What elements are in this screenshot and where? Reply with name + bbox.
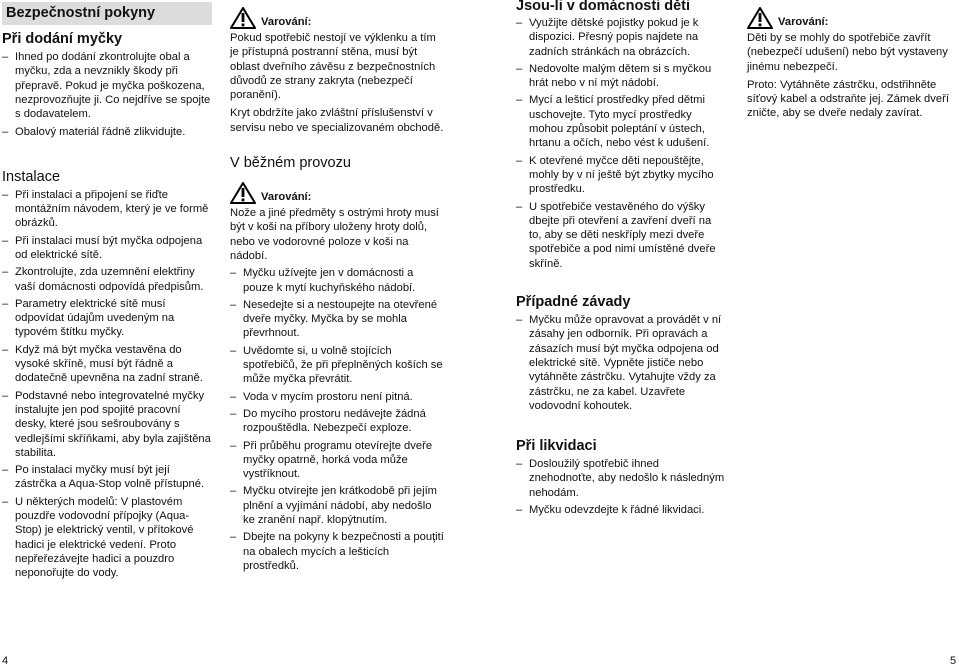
list-item: – Voda v mycím prostoru není pitná. bbox=[230, 390, 445, 404]
list-item: – Myčku otvírejte jen krátkodobě při jejím plnění a vyjímání nádobí, aby nedošlo ke zranění např. klopýtnutím. bbox=[230, 484, 445, 527]
list-item: – Při průběhu programu otevírejte dveře myčky opatrně, horká voda může vystříknout. bbox=[230, 439, 445, 482]
disposal-heading: Při likvidaci bbox=[516, 438, 597, 455]
defects-list bbox=[516, 313, 726, 413]
page-number-left: 4 bbox=[2, 655, 9, 667]
warning-triangle-icon bbox=[230, 7, 256, 29]
warning-triangle-icon bbox=[747, 7, 773, 29]
operation-list bbox=[230, 266, 445, 573]
warning-block-3 bbox=[747, 7, 957, 29]
list-item: – Parametry elektrické sítě musí odpovídat údajům uvedeným na typovém štítku myčky. bbox=[2, 297, 212, 340]
warning-triangle-icon bbox=[230, 182, 256, 204]
list-item: – Ihned po dodání zkontrolujte obal a myčku, zda a nevznikly škody při přepravě. Pokud je myčka poškozena, nezprovozňujte ji. Co nejdříve se spojte s dodavatelem. bbox=[2, 50, 212, 121]
list-item: – U spotřebiče vestavěného do výšky dbejte při otevření a zavření dveří na to, aby se děti neskříply mezi dveře spotřebiče a pod nimi umístěné dveře skříně. bbox=[516, 200, 726, 271]
list-item: – Myčku odevzdejte k řádné likvidaci. bbox=[516, 503, 726, 517]
list-item: – Když má být myčka vestavěna do vysoké skříně, musí být řádně a dodatečně upevněna na zadní straně. bbox=[2, 343, 212, 386]
install-heading: Instalace bbox=[2, 168, 61, 185]
list-item: – Při instalaci musí být myčka odpojena od elektrické sítě. bbox=[2, 234, 212, 263]
operation-heading: V běžném provozu bbox=[230, 155, 351, 172]
warning-text: Nože a jiné předměty s ostrými hroty musí být v koši na příbory uloženy hroty dolů, nebo ve vodorovné poloze v koši na nádobí. bbox=[230, 207, 439, 262]
list-item: – Po instalaci myčky musí být její zástrčka a Aqua-Stop volně přístupné. bbox=[2, 463, 212, 492]
list-item: – K otevřené myčce děti nepouštějte, mohly by v ní ještě být zbytky mycího prostředku. bbox=[516, 154, 726, 197]
list-item: – Využijte dětské pojistky pokud je k dispozici. Přesný popis najdete na zadních stránkách na obrázcích. bbox=[516, 16, 726, 59]
warning-block-2 bbox=[230, 182, 445, 204]
kids-list bbox=[516, 16, 726, 271]
warning-label: Varování: bbox=[261, 15, 312, 28]
defects-heading: Případné závady bbox=[516, 294, 631, 311]
list-item: – Myčku může opravovat a provádět v ní zásahy jen odborník. Při opravách a zásazích musí být myčka odpojena od elektrické sítě. Vypněte jističe nebo vytáhněte zástrčku. Vytahujte vždy za zástrčku, ne za kabel. Uzavřete vodovodní kohoutek. bbox=[516, 313, 726, 413]
list-item: – Při instalaci a připojení se řiďte montážním návodem, který je ve formě obrázků. bbox=[2, 188, 212, 231]
warning-label: Varování: bbox=[261, 190, 312, 203]
warning-text: Kryt obdržíte jako zvláštní příslušenství v servisu nebo ve specializovaném obchodě. bbox=[230, 107, 444, 134]
list-item: – Myčku užívejte jen v domácnosti a pouze k mytí kuchyňského nádobí. bbox=[230, 266, 445, 295]
warning-label: Varování: bbox=[778, 15, 829, 28]
list-item: – Uvědomte si, u volně stojících spotřebičů, že při přeplněných koších se může myčka převrátit. bbox=[230, 344, 445, 387]
install-list bbox=[2, 188, 212, 581]
delivery-list bbox=[2, 50, 212, 140]
page-number-right: 5 bbox=[950, 655, 957, 667]
warning-block-1 bbox=[230, 7, 445, 29]
section-title-bar: Bezpečnostní pokyny bbox=[2, 2, 212, 25]
list-item: – Nesedejte si a nestoupejte na otevřené dveře myčky. Myčka by se mohla převrhnout. bbox=[230, 298, 445, 341]
warning-text: Děti by se mohly do spotřebiče zavřít (nebezpečí udušení) nebo být vystaveny jinému nebezpečí. bbox=[747, 32, 948, 73]
list-item: – Podstavné nebo integrovatelné myčky instalujte jen pod spojité pracovní desky, které jsou sešroubovány s vedlejšími skříňkami, aby byla zajištěna stabilita. bbox=[2, 389, 212, 460]
list-item: – U některých modelů: V plastovém pouzdře vodovodní přípojky (Aqua-Stop) je elektrický ventil, v přítokové hadici je elektrické vedení. Proto nepřeřezávejte hadici a pouzdro neponořujte do vody. bbox=[2, 495, 212, 581]
column-4 bbox=[747, 0, 957, 121]
column-1 bbox=[2, 0, 212, 581]
list-item: – Mycí a lešticí prostředky před dětmi uschovejte. Tyto mycí prostředky mohou způsobit poleptání v ústech, hrtanu a očích, nebo vést k udušení. bbox=[516, 93, 726, 150]
list-item: – Dbejte na pokyny k bezpečnosti a pouţití na obalech mycích a lešticích prostředků. bbox=[230, 530, 445, 573]
list-item: – Zkontrolujte, zda uzemnění elektřiny vaší domácnosti odpovídá předpisům. bbox=[2, 265, 212, 294]
kids-heading: Jsou-li v domácnosti děti bbox=[516, 0, 691, 14]
list-item: – Obalový materiál řádně zlikvidujte. bbox=[2, 125, 212, 139]
disposal-list bbox=[516, 457, 726, 517]
column-2 bbox=[230, 0, 445, 573]
warning-text: Pokud spotřebič nestojí ve výklenku a tím je přístupná postranní stěna, musí být oblast dveřního závěsu z bezpečnostních důvodů ze strany zakryta (nebezpečí poranění). bbox=[230, 32, 436, 102]
list-item: – Nedovolte malým dětem si s myčkou hrát nebo v ní mýt nádobí. bbox=[516, 62, 726, 91]
list-item: – Do mycího prostoru nedávejte žádná rozpouštědla. Nebezpečí exploze. bbox=[230, 407, 445, 436]
column-3 bbox=[516, 0, 726, 517]
delivery-heading: Při dodání myčky bbox=[2, 31, 123, 47]
list-item: – Dosloužilý spotřebič ihned znehodnoťte, aby nedošlo k následným nehodám. bbox=[516, 457, 726, 500]
warning-text: Proto: Vytáhněte zástrčku, odstřihněte síťový kabel a odstraňte jej. Zámek dveří zničte, aby se dveře nedaly zavírat. bbox=[747, 78, 949, 120]
